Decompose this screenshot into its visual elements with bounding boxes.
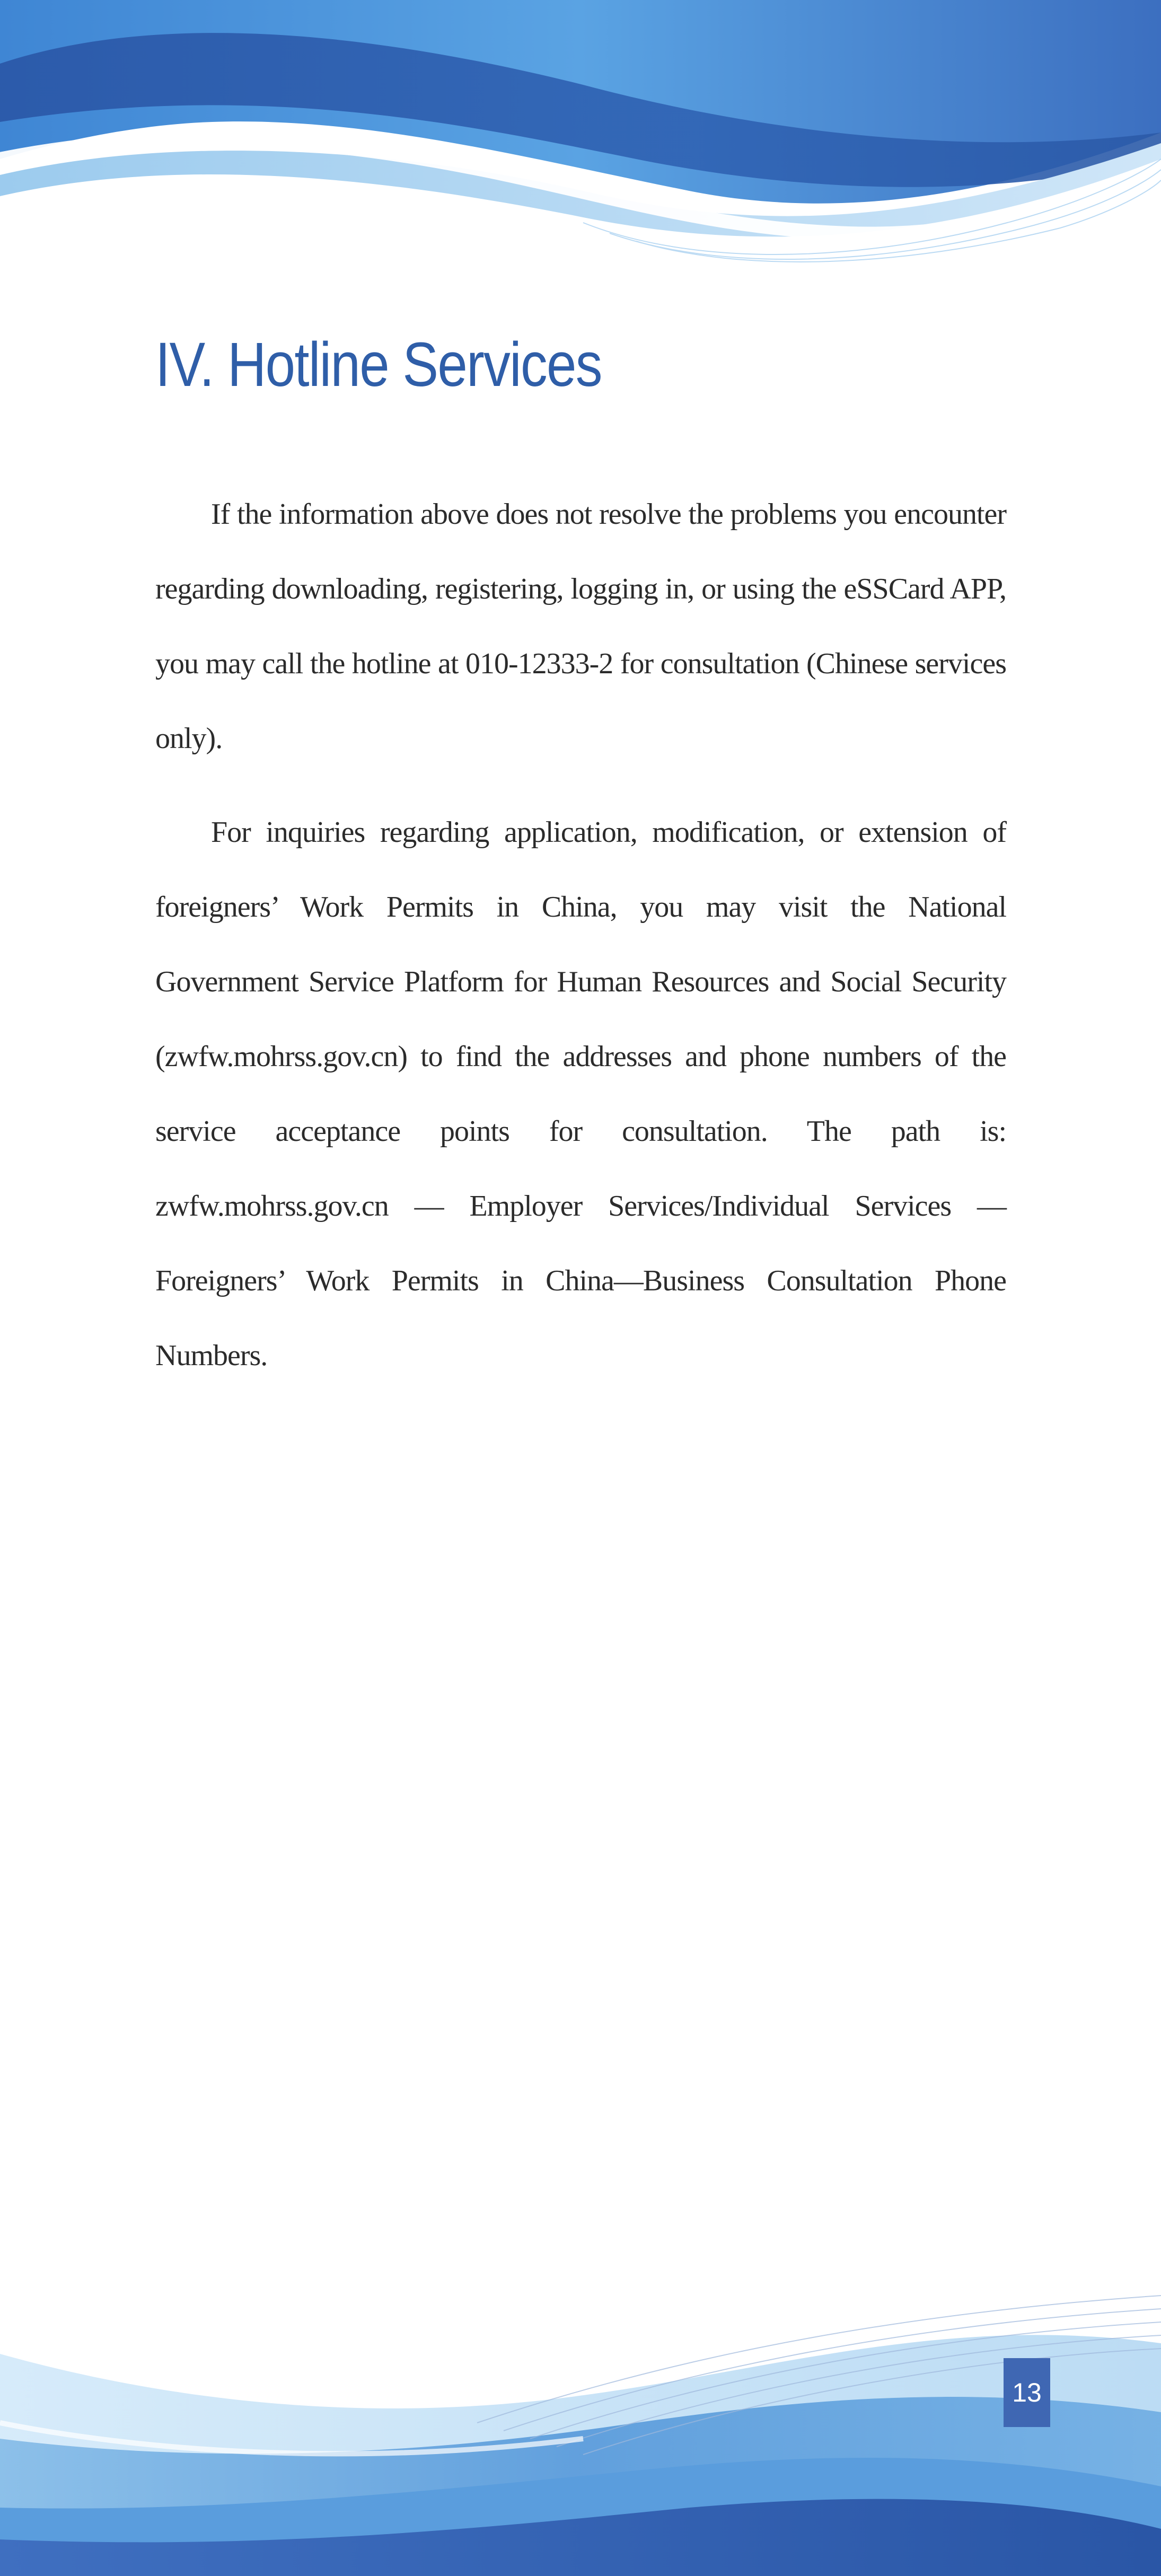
bottom-wave-decoration [0, 2264, 1161, 2576]
paragraph-hotline: If the information above does not resolve the problems you encounter regarding downloading, registering, logging in, or using the eSSCard APP, you may call the hotline at 010-12333-2 for consultation (Chinese services only). [155, 498, 1006, 755]
paragraph-work-permits: For inquiries regarding application, modification, or extension of foreigners’ Work Permits in China, you may visit the National Government Service Platform for Human Resources and Social Security (zwfw.mohrss.gov.cn) to find the addresses and phone numbers of the service acceptance points for consultation. The path is: zwfw.mohrss.gov.cn — Employer Services/Individual Services — Foreigners’ Work Permits in China—Business Consultation Phone Numbers. [155, 816, 1006, 1372]
page-title: IV. Hotline Services [155, 330, 602, 400]
page-number-badge: 13 [1004, 2358, 1050, 2427]
body-text [155, 477, 1006, 1412]
top-wave-decoration [0, 0, 1161, 276]
